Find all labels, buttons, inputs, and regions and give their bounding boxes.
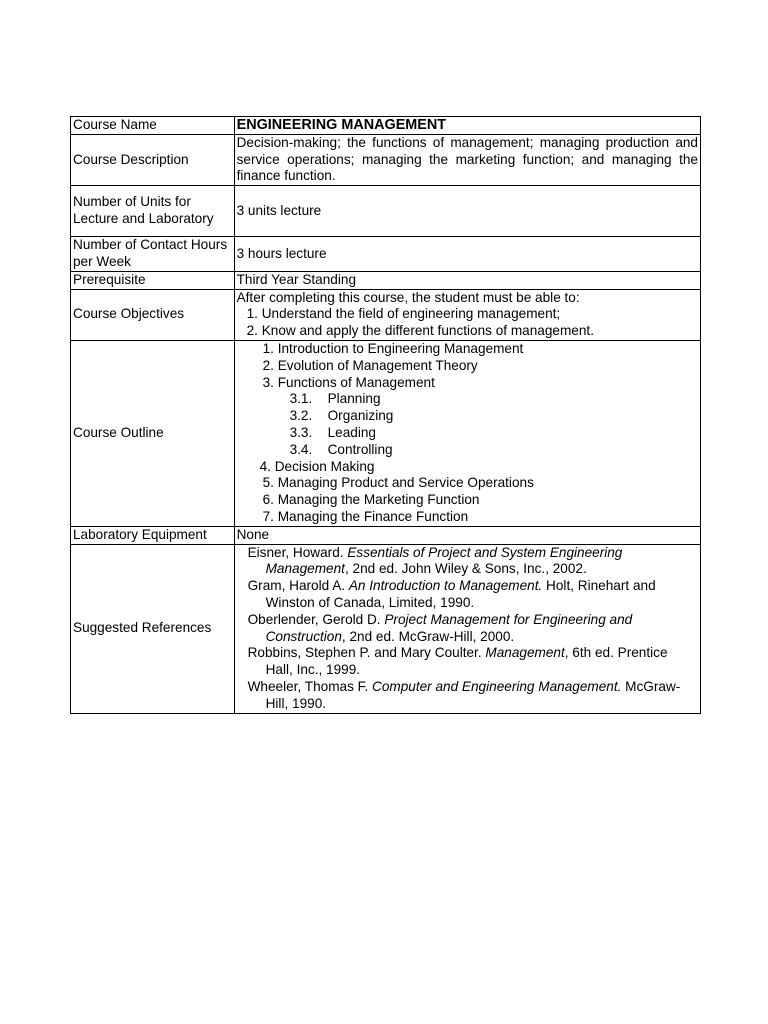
reference-item <box>237 679 698 713</box>
outline-subitem-number: 3.3. <box>289 424 313 440</box>
references-label: Suggested References <box>71 544 235 713</box>
reference-item <box>237 645 698 679</box>
outline-item: 7. Managing the Finance Function <box>262 508 469 524</box>
row-outline <box>71 340 701 526</box>
outline-value <box>234 340 700 526</box>
reference-publication: , 2nd ed. John Wiley & Sons, Inc., 2002. <box>344 561 587 577</box>
row-course-description <box>71 134 701 185</box>
outline-subitem <box>237 425 698 442</box>
course-description-label: Course Description <box>71 134 235 185</box>
reference-author: Oberlender, Gerold D. <box>247 611 385 627</box>
row-objectives <box>71 289 701 340</box>
reference-publication: McGraw-Hill, 1990. <box>265 678 681 711</box>
outline-item: 4. Decision Making <box>259 458 375 474</box>
outline-subitem-number: 3.2. <box>289 408 313 424</box>
reference-author: Wheeler, Thomas F. <box>247 678 373 694</box>
reference-item <box>237 545 698 579</box>
outline-label: Course Outline <box>71 340 235 526</box>
row-references <box>71 544 701 713</box>
outline-item: 2. Evolution of Management Theory <box>262 357 478 373</box>
objective-item: 2. Know and apply the different functions of management. <box>246 323 594 339</box>
outline-subitem <box>237 391 698 408</box>
syllabus-table <box>70 116 701 714</box>
course-description-value: Decision-making; the functions of management; managing production and service operations; managing the marketing function; and managing the finance function. <box>234 134 700 185</box>
row-contact-hours <box>71 237 701 272</box>
outline-subitem <box>237 408 698 425</box>
outline-subitem <box>237 442 698 459</box>
outline-subitem-text: Leading <box>327 424 376 440</box>
outline-subitem-number: 3.4. <box>289 441 313 457</box>
outline-item: 1. Introduction to Engineering Management <box>262 340 524 356</box>
row-prerequisite <box>71 271 701 289</box>
objectives-intro: After completing this course, the student must be able to: <box>236 289 580 305</box>
reference-title: Essentials of Project and System Engineering Management <box>265 544 623 577</box>
prerequisite-value: Third Year Standing <box>234 271 700 289</box>
units-value: 3 units lecture <box>234 186 700 237</box>
lab-equipment-value: None <box>234 526 700 544</box>
units-label: Number of Units for Lecture and Laboratory <box>71 186 235 237</box>
prerequisite-label: Prerequisite <box>71 271 235 289</box>
outline-subitem-text: Planning <box>327 391 381 407</box>
reference-author: Gram, Harold A. <box>247 578 349 594</box>
lab-equipment-label: Laboratory Equipment <box>71 526 235 544</box>
outline-subitem-number: 3.1. <box>289 391 313 407</box>
reference-item <box>237 612 698 646</box>
reference-item <box>237 578 698 612</box>
reference-author: Robbins, Stephen P. and Mary Coulter. <box>247 645 486 661</box>
objective-item: 1. Understand the field of engineering management; <box>246 306 561 322</box>
reference-publication: , 6th ed. Prentice Hall, Inc., 1999. <box>265 645 668 678</box>
outline-subitem-text: Organizing <box>327 408 394 424</box>
row-course-name <box>71 117 701 135</box>
outline-item: 6. Managing the Marketing Function <box>262 492 480 508</box>
reference-publication: , 2nd ed. McGraw-Hill, 2000. <box>341 628 515 644</box>
course-name-label: Course Name <box>71 117 235 135</box>
course-name-value: ENGINEERING MANAGEMENT <box>234 117 700 135</box>
reference-author: Eisner, Howard. <box>247 544 348 560</box>
reference-title: An Introduction to Management. <box>348 578 543 594</box>
objectives-label: Course Objectives <box>71 289 235 340</box>
contact-hours-label: Number of Contact Hours per Week <box>71 237 235 272</box>
reference-title: Management <box>485 645 565 661</box>
reference-title: Project Management for Engineering and Construction <box>265 611 633 644</box>
contact-hours-value: 3 hours lecture <box>234 237 700 272</box>
row-units <box>71 186 701 237</box>
outline-item: 3. Functions of Management <box>262 374 435 390</box>
reference-title: Computer and Engineering Management. <box>372 678 622 694</box>
outline-subitem-text: Controlling <box>327 441 393 457</box>
outline-item: 5. Managing Product and Service Operations <box>262 475 534 491</box>
objectives-value <box>234 289 700 340</box>
references-value <box>234 544 700 713</box>
reference-publication: Holt, Rinehart and Winston of Canada, Limited, 1990. <box>265 578 656 610</box>
row-lab-equipment <box>71 526 701 544</box>
